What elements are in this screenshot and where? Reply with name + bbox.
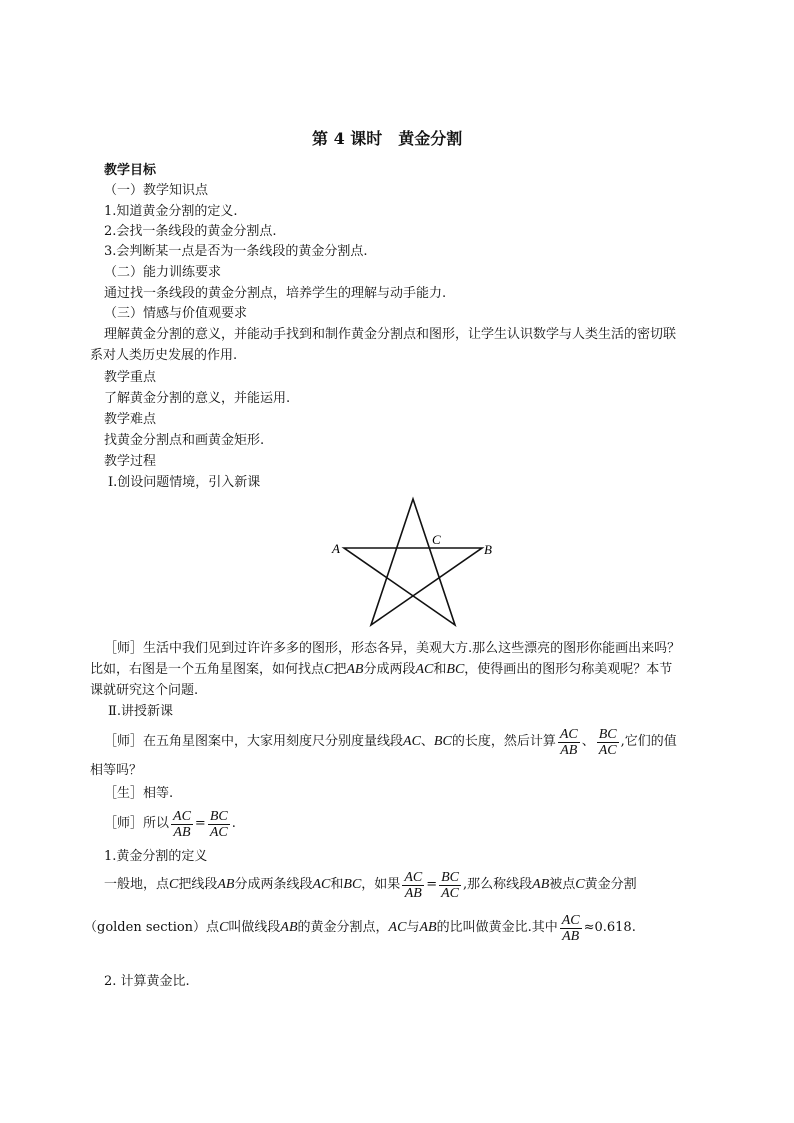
- var-c: C: [575, 877, 585, 892]
- fraction-numerator: AC: [559, 726, 578, 742]
- fraction-denominator: AB: [560, 742, 578, 758]
- emotion-text-line1: 理解黄金分割的意义，并能动手找到和制作黄金分割点和图形，让学生认识数学与人类生活的密切联: [104, 327, 677, 342]
- label-b: B: [484, 542, 492, 557]
- text-segment: 的比叫做黄金比.其中: [436, 920, 558, 935]
- var-ac: AC: [415, 662, 434, 677]
- equals-sign: =: [194, 816, 206, 831]
- text-segment: 叫做线段: [228, 920, 281, 935]
- fraction-denominator: AB: [404, 885, 422, 901]
- fraction-denominator: AC: [441, 885, 459, 901]
- definition-heading: 1.黄金分割的定义: [104, 849, 208, 864]
- knowledge-item: 3.会判断某一点是否为一条线段的黄金分割点.: [104, 244, 368, 259]
- section-heading-teaching-goals: 教学目标: [104, 163, 157, 178]
- text-segment: 比如，右图是一个五角星图案，如何找点: [90, 662, 325, 677]
- paragraph-teacher-conclusion: [104, 806, 236, 842]
- calc-heading: 2. 计算黄金比.: [104, 974, 190, 989]
- text-segment: ，如果: [361, 877, 401, 892]
- text-segment: ［师］在五角星图案中，大家用刻度尺分别度量线段: [104, 734, 404, 749]
- text-segment: 分成两段: [363, 662, 416, 677]
- text-segment: 分成两条线段: [234, 877, 313, 892]
- var-c: C: [324, 662, 334, 677]
- var-ac: AC: [403, 734, 421, 749]
- text-segment: ,那么称线段: [463, 877, 533, 892]
- var-ab: AB: [346, 662, 364, 677]
- emotion-text-line2: 系对人类历史发展的作用.: [90, 348, 238, 363]
- var-bc: BC: [446, 662, 465, 677]
- pentagram-star: [344, 499, 482, 625]
- fraction-bc-ac: [439, 870, 461, 901]
- paragraph-teacher-intro-line2: [90, 661, 672, 679]
- fraction-numerator: AC: [404, 869, 423, 885]
- text-segment: 与: [406, 920, 420, 935]
- key-point-text: 了解黄金分割的意义，并能运用.: [104, 391, 291, 406]
- var-c: C: [219, 920, 229, 935]
- text-segment: .: [231, 816, 236, 831]
- paragraph-teacher-measure-line2: 相等吗？: [90, 763, 143, 778]
- fraction-denominator: AB: [173, 824, 191, 840]
- var-ab: AB: [280, 920, 298, 935]
- text-segment: 的长度，然后计算: [451, 734, 556, 749]
- section-heading-difficulty: 教学难点: [104, 412, 157, 427]
- fraction-numerator: BC: [209, 808, 228, 824]
- fraction-numerator: AC: [561, 912, 580, 928]
- var-bc: BC: [433, 734, 452, 749]
- ability-text: 通过找一条线段的黄金分割点，培养学生的理解与动手能力.: [104, 286, 447, 301]
- label-c: C: [432, 532, 441, 547]
- definition-paragraph-line1: [104, 867, 637, 903]
- knowledge-item: 1.知道黄金分割的定义.: [104, 204, 238, 219]
- fraction-ac-ab: [171, 809, 193, 840]
- text-segment: ,它们的值: [620, 734, 677, 749]
- text-segment: 和: [433, 662, 447, 677]
- equals-sign: =: [426, 877, 438, 892]
- fraction-denominator: AB: [562, 928, 580, 944]
- text-segment: 、: [420, 734, 434, 749]
- fraction-numerator: BC: [598, 726, 617, 742]
- step-heading-2: Ⅱ.讲授新课: [108, 704, 173, 719]
- subheading-emotion: （三）情感与价值观要求: [104, 306, 248, 321]
- var-ac: AC: [312, 877, 331, 892]
- fraction-ac-ab: [558, 727, 580, 758]
- text-segment: 把: [333, 662, 347, 677]
- page-title: 第 4 课时 黄金分割: [312, 129, 463, 148]
- fraction-ac-ab: [402, 870, 424, 901]
- fraction-ac-ab: [560, 913, 582, 944]
- subheading-ability: （二）能力训练要求: [104, 265, 222, 280]
- paragraph-teacher-intro-line3: 课就研究这个问题.: [90, 683, 199, 698]
- text-segment: ，使得画出的图形匀称美观呢？本节: [464, 662, 673, 677]
- student-answer: ［生］相等.: [104, 786, 174, 801]
- var-c: C: [169, 877, 179, 892]
- text-segment: 把线段: [178, 877, 218, 892]
- text-segment: 的黄金分割点，: [297, 920, 389, 935]
- fraction-numerator: AC: [173, 808, 191, 824]
- fraction-bc-ac: [597, 727, 619, 758]
- pentagram-figure: [330, 495, 505, 635]
- text-segment: ［师］所以: [104, 816, 170, 831]
- step-heading-1: Ⅰ.创设问题情境，引入新课: [108, 475, 261, 490]
- var-ac: AC: [388, 920, 407, 935]
- text-segment: 和: [330, 877, 344, 892]
- label-a: A: [332, 541, 340, 556]
- knowledge-item: 2.会找一条线段的黄金分割点.: [104, 224, 277, 239]
- var-ab: AB: [532, 877, 550, 892]
- paragraph-teacher-intro-line1: ［师］生活中我们见到过许许多多的图形，形态各异，美观大方.那么这些漂亮的图形你能画出来吗？: [104, 641, 681, 656]
- text-segment: 、: [581, 734, 595, 749]
- section-heading-key-point: 教学重点: [104, 370, 157, 385]
- text-segment: 黄金分割: [584, 877, 637, 892]
- text-segment: ≈0.618.: [583, 920, 636, 935]
- var-bc: BC: [343, 877, 362, 892]
- section-heading-process: 教学过程: [104, 454, 157, 469]
- subheading-knowledge: （一）教学知识点: [104, 183, 209, 198]
- paragraph-teacher-measure-line1: [104, 724, 677, 760]
- var-ab: AB: [217, 877, 235, 892]
- text-segment: 一般地，点: [104, 877, 170, 892]
- definition-paragraph-line2: [84, 910, 636, 946]
- text-segment: 被点: [549, 877, 576, 892]
- fraction-bc-ac: [208, 809, 230, 840]
- difficulty-text: 找黄金分割点和画黄金矩形.: [104, 433, 265, 448]
- text-segment: （golden section）点: [84, 920, 220, 935]
- fraction-denominator: AC: [209, 824, 228, 840]
- fraction-denominator: AC: [598, 742, 617, 758]
- var-ab: AB: [419, 920, 437, 935]
- fraction-numerator: BC: [441, 869, 459, 885]
